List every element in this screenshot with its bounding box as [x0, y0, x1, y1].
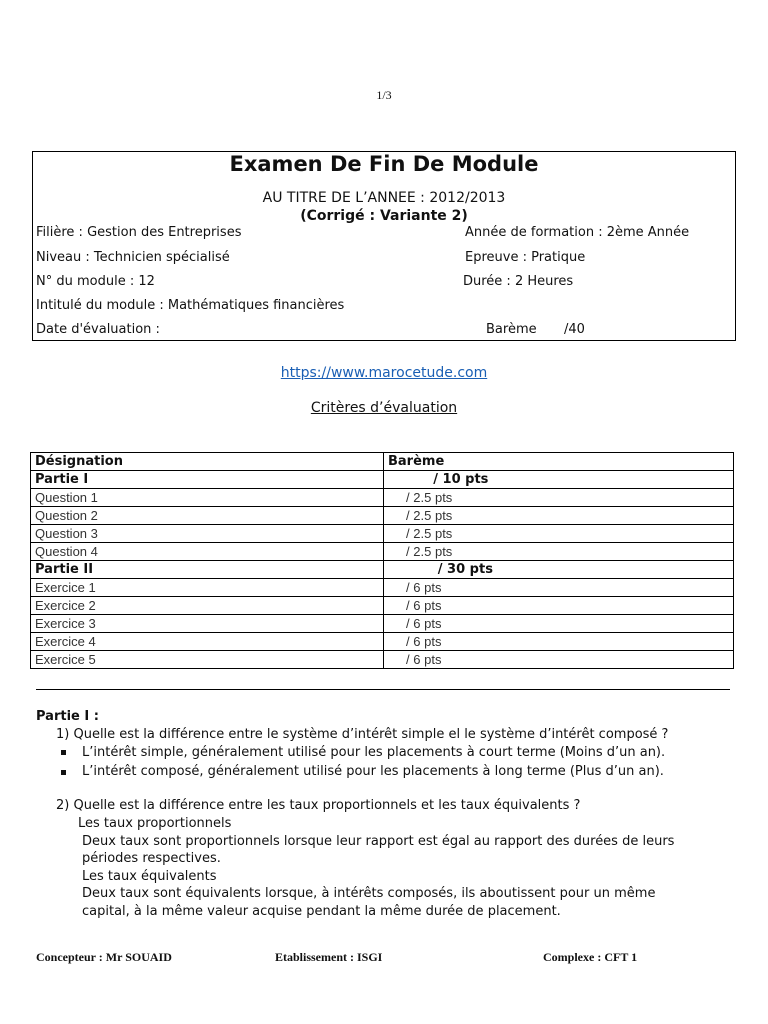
question-1: 1) Quelle est la différence entre le système d’intérêt simple el le système d’intérêt composé ?	[56, 727, 669, 742]
section-divider	[36, 689, 730, 690]
bullet-icon	[61, 750, 66, 755]
row-bareme: / 6 pts	[384, 633, 734, 651]
table-header-row	[31, 453, 734, 471]
table-row	[31, 615, 734, 633]
answer-2-text-1: Deux taux sont proportionnels lorsque leur rapport est égal au rapport des durées de leurs	[82, 834, 675, 849]
table-row	[31, 633, 734, 651]
table-row	[31, 471, 734, 489]
row-designation: Partie I	[31, 471, 384, 489]
table-row	[31, 507, 734, 525]
row-bareme: / 2.5 pts	[384, 489, 734, 507]
epreuve: Epreuve : Pratique	[465, 250, 586, 265]
bareme-label: Barème	[486, 322, 537, 337]
footer-concepteur: Concepteur : Mr SOUAID	[36, 950, 172, 964]
answer-2-subtitle-2: Les taux équivalents	[82, 869, 217, 884]
row-bareme: / 30 pts	[384, 561, 734, 579]
row-designation: Exercice 3	[31, 615, 384, 633]
answer-2-text-4: capital, à la même valeur acquise pendant la même durée de placement.	[82, 904, 561, 919]
corrige-variant: (Corrigé : Variante 2)	[300, 208, 468, 224]
row-bareme: / 6 pts	[384, 615, 734, 633]
row-designation: Exercice 5	[31, 651, 384, 669]
question-1-answer-2: L’intérêt composé, généralement utilisé pour les placements à long terme (Plus d’un an).	[82, 764, 664, 779]
table-row	[31, 561, 734, 579]
row-bareme: / 2.5 pts	[384, 525, 734, 543]
row-designation: Partie II	[31, 561, 384, 579]
table-row	[31, 543, 734, 561]
column-header-designation: Désignation	[31, 453, 384, 471]
answer-2-text-3: Deux taux sont équivalents lorsque, à intérêts composés, ils aboutissent pour un même	[82, 886, 656, 901]
row-bareme: / 6 pts	[384, 579, 734, 597]
row-designation: Question 1	[31, 489, 384, 507]
table-row	[31, 525, 734, 543]
row-bareme: / 2.5 pts	[384, 507, 734, 525]
date-evaluation: Date d'évaluation :	[36, 322, 160, 337]
table-row	[31, 579, 734, 597]
row-designation: Question 3	[31, 525, 384, 543]
answer-2-text-2: périodes respectives.	[82, 851, 221, 866]
question-2: 2) Quelle est la différence entre les taux proportionnels et les taux équivalents ?	[56, 798, 581, 813]
academic-year: AU TITRE DE L’ANNEE : 2012/2013	[262, 190, 506, 206]
row-designation: Exercice 2	[31, 597, 384, 615]
footer-complexe: Complexe : CFT 1	[543, 950, 638, 964]
duree: Durée : 2 Heures	[463, 274, 574, 289]
niveau: Niveau : Technicien spécialisé	[36, 250, 230, 265]
website-link[interactable]: https://www.marocetude.com	[280, 365, 488, 381]
table-row	[31, 597, 734, 615]
partie-1-heading: Partie I :	[36, 709, 99, 724]
bullet-icon	[61, 770, 66, 775]
column-header-bareme: Barème	[384, 453, 734, 471]
row-bareme: / 6 pts	[384, 651, 734, 669]
table-row	[31, 651, 734, 669]
module-number: N° du module : 12	[36, 274, 155, 289]
row-designation: Exercice 1	[31, 579, 384, 597]
row-bareme: / 6 pts	[384, 597, 734, 615]
row-bareme: / 10 pts	[384, 471, 734, 489]
page-number: 1/3	[376, 88, 392, 102]
footer-etablissement: Etablissement : ISGI	[275, 950, 383, 964]
grading-table	[30, 452, 734, 669]
module-title: Intitulé du module : Mathématiques financières	[36, 298, 345, 313]
annee-formation: Année de formation : 2ème Année	[465, 225, 690, 240]
exam-title: Examen De Fin De Module	[229, 152, 539, 176]
filiere: Filière : Gestion des Entreprises	[36, 225, 242, 240]
table-row	[31, 489, 734, 507]
bareme-total: /40	[564, 322, 585, 337]
row-designation: Question 2	[31, 507, 384, 525]
row-bareme: / 2.5 pts	[384, 543, 734, 561]
question-1-answer-1: L’intérêt simple, généralement utilisé pour les placements à court terme (Moins d’un an).	[82, 745, 666, 760]
answer-2-subtitle-1: Les taux proportionnels	[78, 816, 232, 831]
row-designation: Question 4	[31, 543, 384, 561]
criteria-title: Critères d’évaluation	[310, 400, 458, 416]
row-designation: Exercice 4	[31, 633, 384, 651]
